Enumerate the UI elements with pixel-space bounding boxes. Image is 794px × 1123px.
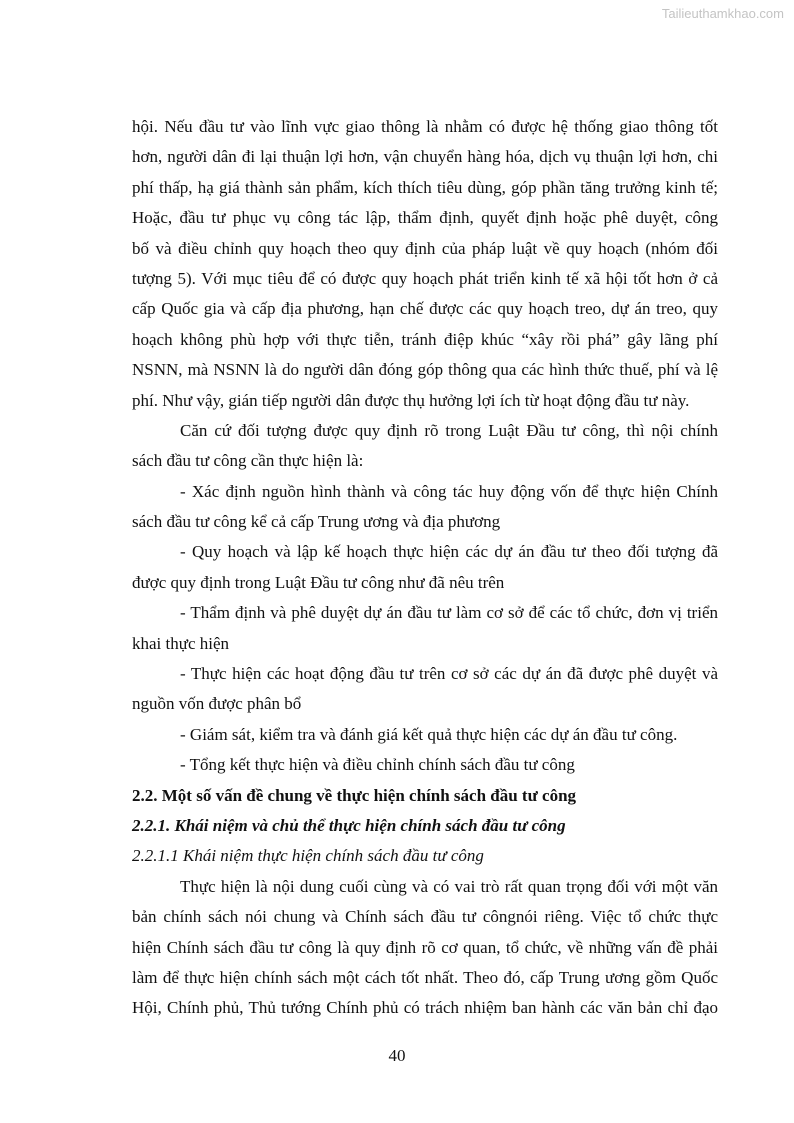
text-line: sách đầu tư công cần thực hiện là:	[132, 451, 364, 471]
text-line: bố và điều chỉnh quy hoạch theo quy định của pháp luật về quy hoạch (nhóm đối	[132, 238, 718, 258]
paragraph-3	[132, 872, 718, 1024]
list-item-cont: nguồn vốn được phân bổ	[132, 694, 302, 714]
text-line: cấp Quốc gia và cấp địa phương, hạn chế được các quy hoạch treo, dự án treo, quy	[132, 299, 718, 319]
text-line: bản chính sách nói chung và Chính sách đầu tư côngnói riêng. Việc tổ chức thực	[132, 907, 718, 927]
subsubsection-heading: 2.2.1.1 Khái niệm thực hiện chính sách đầu tư công	[132, 846, 484, 866]
text-line: phí. Như vậy, gián tiếp người dân được thụ hưởng lợi ích từ hoạt động đầu tư này.	[132, 390, 690, 410]
text-line: Thực hiện là nội dung cuối cùng và có vai trò rất quan trọng đối với một văn	[180, 876, 718, 896]
list-item-cont: được quy định trong Luật Đầu tư công như đã nêu trên	[132, 572, 505, 592]
subsection-heading: 2.2.1. Khái niệm và chủ thể thực hiện chính sách đầu tư công	[132, 815, 566, 835]
list-item-cont: khai thực hiện	[132, 633, 230, 653]
list-item: - Thực hiện các hoạt động đầu tư trên cơ sở các dự án đã được phê duyệt và	[180, 664, 718, 684]
text-line: Hoặc, đầu tư phục vụ công tác lập, thẩm định, quyết định hoặc phê duyệt, công	[132, 208, 718, 228]
text-line: tượng 5). Với mục tiêu để có được quy hoạch phát triển kinh tế xã hội tốt hơn ở cả	[132, 268, 718, 288]
text-line: hơn, người dân đi lại thuận lợi hơn, vận chuyển hàng hóa, dịch vụ thuận lợi hơn, chi	[132, 147, 718, 167]
list-item: - Thẩm định và phê duyệt dự án đầu tư làm cơ sở để các tổ chức, đơn vị triển	[180, 603, 718, 623]
text-line: Căn cứ đối tượng được quy định rõ trong Luật Đầu tư công, thì nội chính	[180, 420, 718, 440]
text-line: hội. Nếu đầu tư vào lĩnh vực giao thông là nhằm có được hệ thống giao thông tốt	[132, 117, 718, 136]
section-heading: 2.2. Một số vấn đề chung về thực hiện chính sách đầu tư công	[132, 785, 577, 805]
paragraph-1	[132, 112, 718, 416]
watermark: Tailieuthamkhao.com	[661, 6, 784, 21]
task-list	[132, 477, 718, 781]
list-item-cont: sách đầu tư công kể cả cấp Trung ương và địa phương	[132, 512, 501, 532]
paragraph-2	[132, 416, 718, 477]
text-line: hoạch không phù hợp với thực tiễn, tránh điệp khúc “xây rồi phá” gây lãng phí	[132, 329, 718, 349]
text-line: phí thấp, hạ giá thành sản phẩm, kích thích tiêu dùng, góp phần tăng trưởng kinh tế;	[132, 177, 718, 197]
list-item: - Tổng kết thực hiện và điều chỉnh chính sách đầu tư công	[180, 755, 575, 775]
text-line: hiện Chính sách đầu tư công là quy định rõ cơ quan, tổ chức, về những vấn đề phải	[132, 937, 718, 957]
page-number: 40	[388, 1046, 406, 1065]
text-line: làm để thực hiện chính sách một cách tốt nhất. Theo đó, cấp Trung ương gồm Quốc	[132, 967, 718, 987]
text-line: NSNN, mà NSNN là do người dân đóng góp thông qua các hình thức thuế, phí và lệ	[132, 360, 718, 380]
list-item: - Quy hoạch và lập kế hoạch thực hiện các dự án đầu tư theo đối tượng đã	[180, 542, 718, 562]
list-item: - Giám sát, kiểm tra và đánh giá kết quả thực hiện các dự án đầu tư công.	[180, 724, 678, 744]
text-line: Hội, Chính phủ, Thủ tướng Chính phủ có trách nhiệm ban hành các văn bản chỉ đạo	[132, 998, 718, 1018]
list-item: - Xác định nguồn hình thành và công tác huy động vốn để thực hiện Chính	[180, 481, 718, 501]
page-body	[132, 112, 718, 1024]
